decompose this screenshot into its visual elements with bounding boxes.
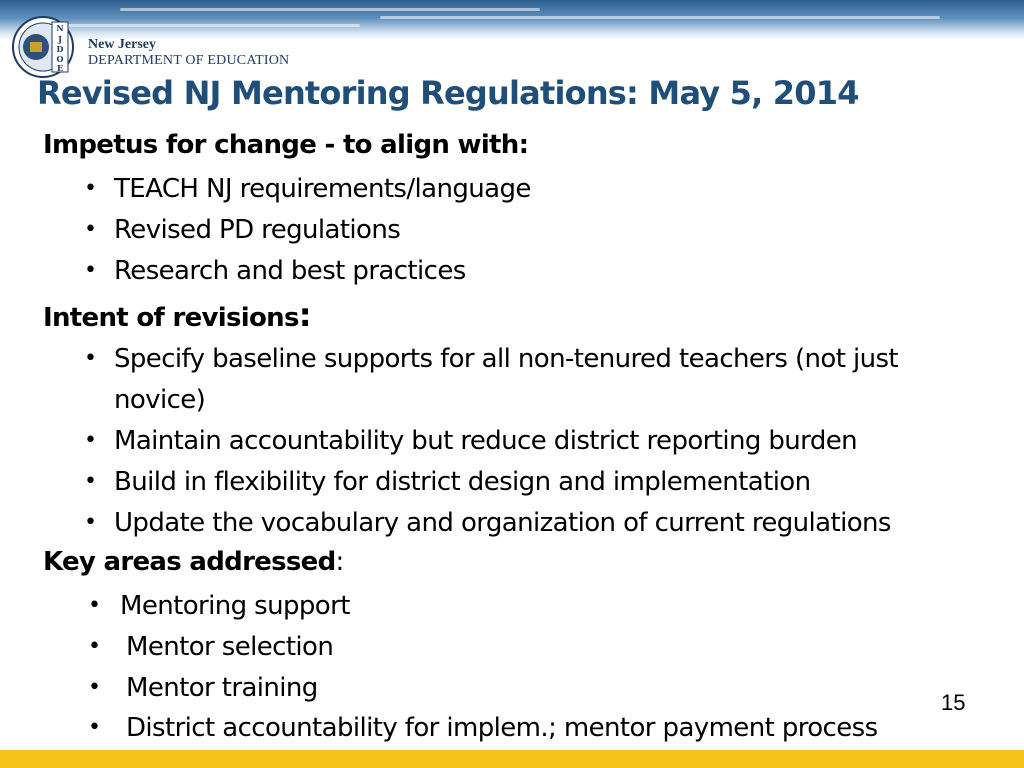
section-heading-impetus: Impetus for change - to align with: xyxy=(43,130,529,160)
svg-text:E: E xyxy=(56,63,64,73)
svg-text:O: O xyxy=(56,54,64,64)
bullet-icon: • xyxy=(88,675,101,700)
section-heading-intent: Intent of revisions: xyxy=(43,296,311,334)
bullet-icon: • xyxy=(84,176,97,201)
bottom-decorative-band xyxy=(0,750,1024,768)
page-number: 15 xyxy=(941,690,966,715)
section-heading-key-areas: Key areas addressed: xyxy=(43,547,344,577)
bullet-icon: • xyxy=(84,469,97,494)
svg-text:N: N xyxy=(56,23,64,33)
bullet-icon: • xyxy=(84,510,97,535)
bullet-icon: • xyxy=(84,217,97,242)
bullet-icon: • xyxy=(88,593,101,618)
svg-text:D: D xyxy=(56,44,64,54)
bullet-icon: • xyxy=(84,346,97,371)
bullet-icon: • xyxy=(84,428,97,453)
svg-text:J: J xyxy=(58,34,62,44)
department-name: DEPARTMENT OF EDUCATION xyxy=(88,53,290,69)
bullet-icon: • xyxy=(88,715,101,740)
bullet-icon: • xyxy=(84,258,97,283)
state-name: New Jersey xyxy=(88,37,157,52)
slide-title: Revised NJ Mentoring Regulations: May 5, 2014 xyxy=(37,74,859,112)
slide-content: Impetus for change - to align with: • TEACH NJ requirements/language • Revised PD regulations • Research and best practices Intent of revisions: • Specify baseline supports for all non-tenured teachers (not just novice) • Maintain accountability but reduce district reporting burden • Build in flexibility for district design and implementation • Update the vocabulary and organization of current regulations Key areas addressed: • Mentoring support • Mentor selection • Mentor training • District accountability for implem.; mentor payment process xyxy=(43,130,899,743)
bullet-icon: • xyxy=(88,634,101,659)
